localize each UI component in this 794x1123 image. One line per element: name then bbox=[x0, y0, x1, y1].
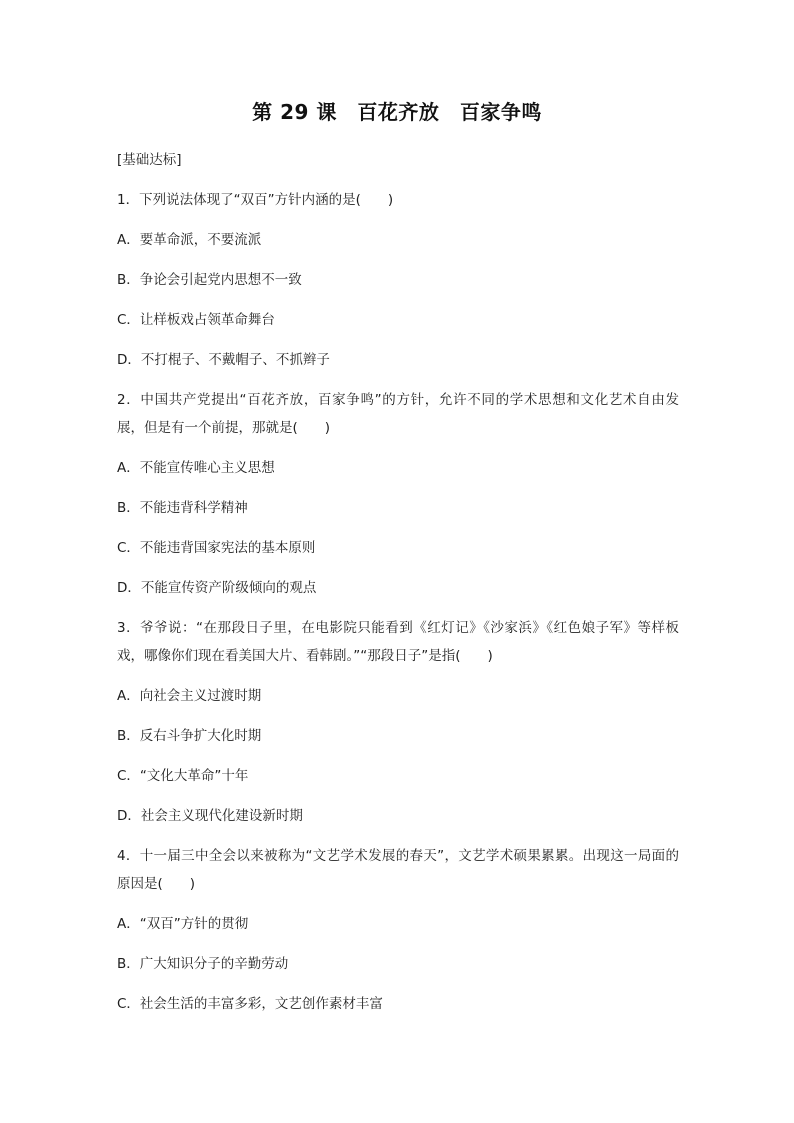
page-title bbox=[0, 98, 794, 126]
question-2 bbox=[117, 386, 679, 598]
option-a: A．向社会主义过渡时期 bbox=[117, 688, 262, 704]
option-c: C．让样板戏占领革命舞台 bbox=[117, 312, 275, 328]
option-d: D．不打棍子、不戴帽子、不抓辫子 bbox=[117, 352, 330, 368]
content-body bbox=[117, 150, 679, 1034]
option-d: D．不能宣传资产阶级倾向的观点 bbox=[117, 580, 317, 596]
question-stem: 4．十一届三中全会以来被称为“文艺学术发展的春天”，文艺学术硕果累累。出现这一局面的原因是( ) bbox=[117, 848, 679, 892]
lesson-topic-1: 百花齐放 bbox=[357, 100, 440, 124]
question-4 bbox=[117, 842, 679, 1014]
lesson-topic-2: 百家争鸣 bbox=[459, 100, 542, 124]
option-a: A．要革命派，不要流派 bbox=[117, 232, 262, 248]
option-b: B．不能违背科学精神 bbox=[117, 500, 248, 516]
section-label: [基础达标] bbox=[117, 152, 182, 168]
option-a: A．不能宣传唯心主义思想 bbox=[117, 460, 275, 476]
option-b: B．反右斗争扩大化时期 bbox=[117, 728, 262, 744]
question-stem: 1．下列说法体现了“双百”方针内涵的是( ) bbox=[117, 192, 394, 208]
option-c: C．“文化大革命”十年 bbox=[117, 768, 249, 784]
question-3 bbox=[117, 614, 679, 826]
option-c: C．不能违背国家宪法的基本原则 bbox=[117, 540, 316, 556]
option-a: A．“双百”方针的贯彻 bbox=[117, 916, 249, 932]
option-b: B．争论会引起党内思想不一致 bbox=[117, 272, 302, 288]
question-1 bbox=[117, 190, 679, 370]
option-c: C．社会生活的丰富多彩，文艺创作素材丰富 bbox=[117, 996, 383, 1012]
question-stem: 3．爷爷说：“在那段日子里，在电影院只能看到《红灯记》《沙家浜》《红色娘子军》等样板戏，哪像你们现在看美国大片、看韩剧。”“那段日子”是指( ) bbox=[117, 620, 679, 664]
lesson-number: 第 29 课 bbox=[252, 100, 337, 124]
question-stem: 2．中国共产党提出“百花齐放，百家争鸣”的方针，允许不同的学术思想和文化艺术自由发展，但是有一个前提，那就是( ) bbox=[117, 392, 679, 436]
option-b: B．广大知识分子的辛勤劳动 bbox=[117, 956, 289, 972]
option-d: D．社会主义现代化建设新时期 bbox=[117, 808, 303, 824]
